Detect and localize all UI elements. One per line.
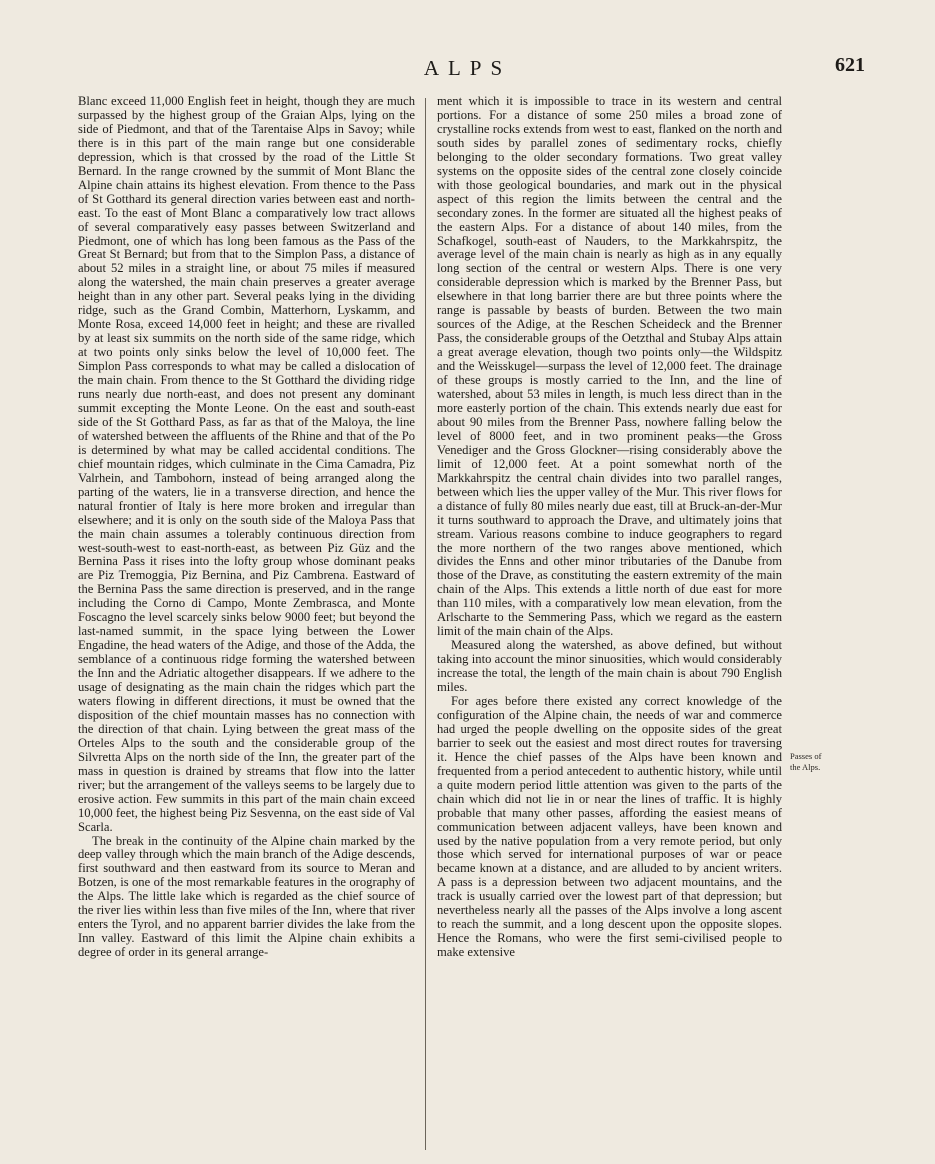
margin-note <box>790 751 870 773</box>
margin-note-line-2: the Alps. <box>790 762 821 772</box>
left-column <box>78 95 415 960</box>
right-paragraph-2: Measured along the watershed, as above defined, but without taking into account the minor sinuosities, which would considerably increase the total, the length of the main chain is about 790 English miles. <box>437 638 782 695</box>
right-paragraph-3: For ages before there existed any correct knowledge of the configuration of the Alpine chain, the needs of war and commerce had urged the people dwelling on the opposite sides of the great barrier to seek out the easiest and most direct routes for traversing it. Hence the chief passes of the Alps have been known and frequented from a period antecedent to authentic history, while until a quite modern period little attention was given to the parts of the chain which did not lie in or near the lines of traffic. It is highly probable that many other passes, affording the easiest means of communication between adjacent valleys, have been known and used by the native population from a very remote period, but only those which served for international purposes of war or peace became known at a distance, and are alluded to by ancient writers. A pass is a depression between two adjacent mountains, and the track is usually carried over the lowest part of that depression; but nevertheless nearly all the passes of the Alps involve a long ascent to reach the summit, and a long descent upon the opposite slopes. Hence the Romans, who were the first semi-civilised people to make extensive <box>437 693 782 960</box>
page-number: 621 <box>835 54 865 76</box>
margin-note-line-1: Passes of <box>790 751 822 761</box>
running-head: ALPS <box>423 56 512 80</box>
right-paragraph-1: ment which it is impossible to trace in its western and central portions. For a distance of some 250 miles a broad zone of crystalline rocks extends from west to east, flanked on the north and south sides by parallel zones of sedimentary rocks, chiefly belonging to the older secondary formations. Two great valley systems on the opposite sides of the central zone closely coincide with those geological boundaries, and mark out in the physical aspect of this region the limits between the central and the secondary zones. In the former are situated all the highest peaks of the eastern Alps. For a distance of about 140 miles, from the Schafkogel, south-east of Nauders, to the Markkahrspitz, the average level of the main chain is nearly as high as in any equally long section of the central or western Alps. There is one very considerable depression which is marked by the Brenner Pass, but elsewhere in that long barrier there are but three points where the range is passable by beasts of burden. Between the two main sources of the Adige, at the Reschen Scheideck and the Brenner Pass, the considerable groups of the Oetzthal and Stubay Alps attain a great average elevation, though two points only—the Wildspitz and the Weisskugel—surpass the level of 12,000 feet. The drainage of these groups is mostly carried to the Inn, and the line of watershed, about 53 miles in length, is much less direct than in the more easterly portion of the chain. This extends nearly due east for about 90 miles from the Brenner Pass, nowhere falling below the level of 8000 feet, and in two prominent peaks—the Gross Venediger and the Gross Glockner—rising considerably above the limit of 12,000 feet. At a point somewhat north of the Markkahrspitz the central chain divides into two parallel ranges, between which lies the upper valley of the Mur. This river flows for a distance of fully 80 miles nearly due east, till at Bruck-an-der-Mur it turns southward to approach the Drave, and ultimately joins that stream. Various reasons combine to induce geographers to regard the more northern of the two ranges above mentioned, which divides the Enns and other minor tributaries of the Danube from those of the Drave, as constituting the eastern extremity of the main chain of the Alps. This extends a little north of due east for more than 110 miles, with a comparatively low mean elevation, from the Arlscharte to the Semmering Pass, which we regard as the eastern limit of the main chain of the Alps. <box>437 94 782 639</box>
left-paragraph-1: Blanc exceed 11,000 English feet in height, though they are much surpassed by the highest group of the Graian Alps, lying on the side of Piedmont, and that of the Tarentaise Alps in Savoy; while there is in this part of the main range but one considerable depression, which is that crossed by the road of the Little St Bernard. In the range crowned by the summit of Mont Blanc the Alpine chain attains its highest elevation. From thence to the Pass of St Gotthard its general direction varies between east and north-east. To the east of Mont Blanc a comparatively low tract allows of several comparatively easy passes between Switzerland and Piedmont, one of which has long been famous as the Pass of the Great St Bernard; but from that to the Simplon Pass, a distance of about 52 miles in a straight line, or about 75 miles if measured along the watershed, the main chain preserves a greater average height than in any other part. Several peaks lying in the dividing ridge, such as the Grand Combin, Matterhorn, Lyskamm, and Monte Rosa, exceed 14,000 feet in height; and these are rivalled by at least six summits on the north side of the same ridge, which at two points only sinks below the level of 10,000 feet. The Simplon Pass corresponds to what may be called a dislocation of the main chain. From thence to the St Gotthard the dividing ridge runs nearly due north-east, and does not present any dominant summit excepting the Monte Leone. On the east and south-east side of the St Gotthard Pass, as far as that of the Maloya, the line of watershed between the affluents of the Rhine and that of the Po is determined by what may be called accidental conditions. The chief mountain ridges, which culminate in the Cima Camadra, Piz Valrhein, and Tambohorn, instead of being arranged along the parting of the waters, lie in a transverse direction, and hence the natural frontier of Italy is here more broken and irregular than elsewhere; and it is only on the south side of the Maloya Pass that the main chain assumes a tolerably continuous direction from west-south-west to east-north-east, as between Piz Güz and the Bernina Pass it rises into the lofty group whose dominant peaks are Piz Tremoggia, Piz Bernina, and Piz Cambrena. Eastward of the Bernina Pass the same direction is preserved, and in the range including the Corno di Campo, Monte Zembrasca, and Monte Foscagno the level scarcely sinks below 9000 feet; but beyond the last-named summit, in the space lying between the Lower Engadine, the head waters of the Adige, and those of the Adda, the semblance of a continuous ridge forming the watershed between the Inn and the Adriatic altogether disappears. If we adhere to the usage of designating as the main chain the ridges which part the waters flowing in different directions, it must be owned that the disposition of the chief mountain masses has no connection with the direction of that chain. Lying between the great mass of the Orteles Alps to the south and the considerable group of the Silvretta Alps on the north side of the Inn, the greater part of the mass in question is drained by streams that flow into the latter river; but the arrangement of the valleys seems to be largely due to erosive action. Few summits in this part of the main chain exceed 10,000 feet, the highest being Piz Sesvenna, on the east side of Val Scarla. <box>78 94 415 834</box>
right-column <box>437 95 782 960</box>
left-paragraph-2: The break in the continuity of the Alpine chain marked by the deep valley through which the main branch of the Adige descends, first southward and then eastward from its source to Meran and Botzen, is one of the most remarkable features in the orography of the Alps. The little lake which is regarded as the chief source of the river lies within less than five miles of the Inn, where that river enters the Tyrol, and no apparent barrier divides the lake from the Inn valley. Eastward of this limit the Alpine chain exhibits a degree of order in its general arrange- <box>78 833 415 960</box>
column-divider <box>425 98 426 1150</box>
